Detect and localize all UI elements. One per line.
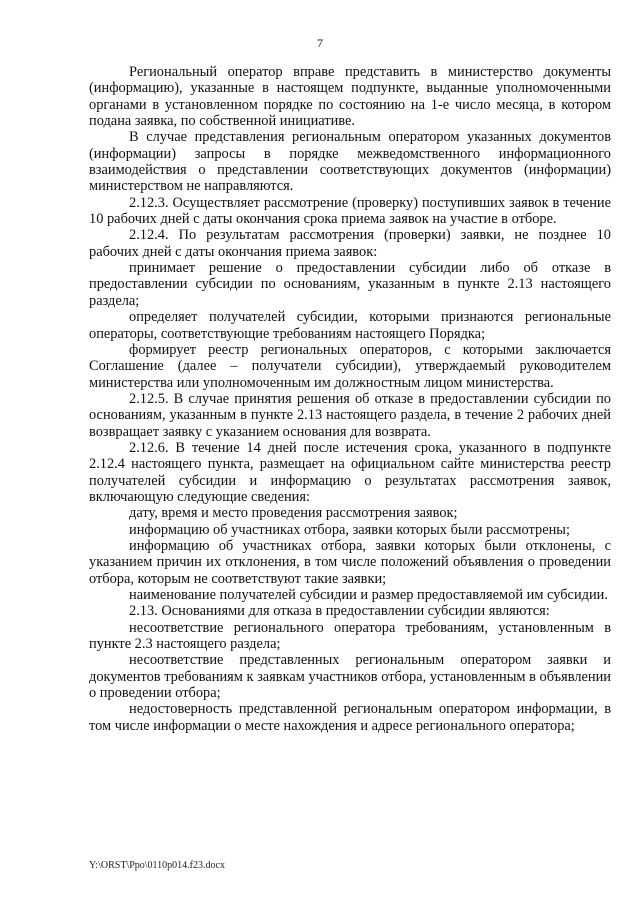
paragraph: дату, время и место проведения рассмотрения заявок; xyxy=(129,505,458,522)
paragraph: 2.12.6. В течение 14 дней после истечения срока, указанного в подпункте 2.12.4 настоящего пункта, размещает на официальном сайте министерства реестр получателей субсидии и информацию о результатах рассмотрения заявок, включающую следующие сведения: xyxy=(89,439,611,505)
page-number: 7 xyxy=(317,36,323,50)
paragraph: информацию об участниках отбора, заявки которых были рассмотрены; xyxy=(129,521,570,538)
paragraph: несоответствие регионального оператора требованиям, установленным в пункте 2.3 настоящего раздела; xyxy=(89,619,611,653)
paragraph: определяет получателей субсидии, которыми признаются региональные операторы, соответствующие требованиям настоящего Порядка; xyxy=(89,309,611,342)
paragraph: недостоверность представленной региональным оператором информации, в том числе информации о месте нахождения и адресе регионального оператора; xyxy=(89,701,611,734)
paragraph: 2.12.3. Осуществляет рассмотрение (проверку) поступивших заявок в течение 10 рабочих дней с даты окончания срока приема заявок на участие в отборе. xyxy=(89,194,611,228)
paragraph: В случае представления региональным оператором указанных документов (информации) запросы в порядке межведомственного информационного взаимодействия о представлении соответствующих документов (информации) министерством не направляются. xyxy=(89,129,611,195)
paragraph: 2.13. Основаниями для отказа в предоставлении субсидии являются: xyxy=(129,603,550,620)
file-path-footer: Y:\ORST\Ppo\0110p014.f23.docx xyxy=(89,860,225,871)
paragraph: наименование получателей субсидии и размер предоставляемой им субсидии. xyxy=(129,587,608,603)
paragraph: принимает решение о предоставлении субсидии либо об отказе в предоставлении субсидии по основаниям, указанным в пункте 2.13 настоящего раздела; xyxy=(89,260,611,309)
paragraph: Региональный оператор вправе представить в министерство документы (информацию), указанные в настоящем подпункте, выданные уполномоченными органами в установленном порядке по состоянию на 1-е число месяца, в котором подана заявка, по собственной инициативе. xyxy=(89,64,611,130)
document-body xyxy=(89,64,611,734)
paragraph: несоответствие представленных региональным оператором заявки и документов требованиям к заявкам участников отбора, установленным в объявлении о проведении отбора; xyxy=(89,652,611,702)
paragraph: информацию об участниках отбора, заявки которых были отклонены, с указанием причин их отклонения, в том числе положений объявления о проведении отбора, которым не соответствуют такие заявки; xyxy=(89,537,611,587)
paragraph: формирует реестр региональных операторов, с которыми заключается Соглашение (далее – получатели субсидии), утверждаемый руководителем министерства или уполномоченным им должностным лицом министерства. xyxy=(89,341,611,391)
paragraph: 2.12.5. В случае принятия решения об отказе в предоставлении субсидии по основаниям, указанным в пункте 2.13 настоящего раздела, в течение 2 рабочих дней возвращает заявку с указанием основания для возврата. xyxy=(89,390,611,440)
paragraph: 2.12.4. По результатам рассмотрения (проверки) заявки, не позднее 10 рабочих дней с даты окончания приема заявок: xyxy=(89,227,611,260)
